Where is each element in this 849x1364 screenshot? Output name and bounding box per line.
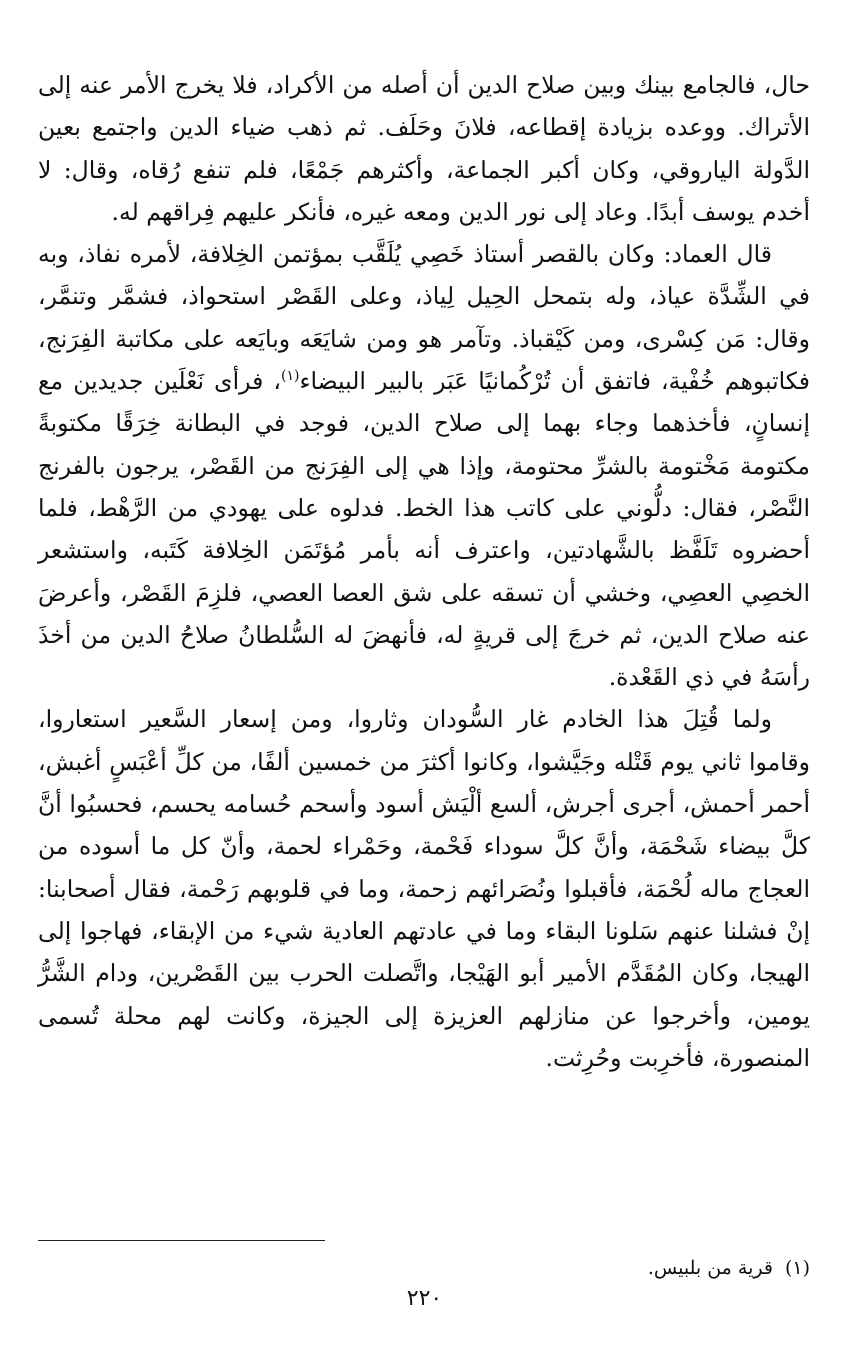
book-page [38, 64, 810, 1304]
footnote-divider [38, 1240, 325, 1241]
paragraph-3: ولما قُتِلَ هذا الخادم غار السُّودان وثاروا، ومن إسعار السَّعير استعاروا، وقاموا ثاني يوم قَتْله وجَيَّشوا، وكانوا أكثرَ من خمسين ألفًا، من كلِّ أعْبَسٍ أغبش، أحمر أحمش، أجرى أجرش، ألسع ألْيَش أسود وأسحم حُسامه يحسم، فحسبُوا أنَّ كلَّ بيضاء شَحْمَة، وأنَّ كلَّ سوداء فَحْمة، وحَمْراء لحمة، وأنّ كل ما أسوده من العجاج ماله لُحْمَة، فأقبلوا ونُصَرائهم زحمة، وما في قلوبهم رَحْمة، فقال أصحابنا: إنْ فشلنا عنهم سَلونا البقاء وما في عادتهم العادية شيء من الإبقاء، فهاجوا إلى الهيجا، وكان المُقَدَّم الأمير أبو الهَيْجا، واتَّصلت الحرب بين القَصْرين، ودام الشَّرُّ يومين، وأخرجوا عن منازلهم العزيزة إلى الجيزة، وكانت لهم محلة تُسمى المنصورة، فأخرِبت وحُرِثت. [38, 705, 810, 1072]
footnote-text: قرية من بلبيس. [647, 1257, 773, 1279]
paragraph-2-continuation: ، فرأى نَعْلَين جديدين مع إنسانٍ، فأخذهما وجاء بهما إلى صلاح الدين، فوجد في البطانة خِرَقًا مكتوبةً مكتومة مَخْتومة بالشرِّ محتومة، وإذا هي إلى الفِرَنج من القَصْر، يرجون بالفرنج النَّصْر، فقال: دلُّوني على كاتب هذا الخط. فدلوه على يهودي من الرَّهْط، فلما أحضروه تَلَفَّظ بالشَّهادتين، واعترف أنه بأمر مُؤتَمَن الخِلافة كَتَبه، واستشعر الخصِي العصِي، وخشي أن تسقه على شق العصا العصي، فلزِمَ القَصْر، وأعرضَ عنه صلاح الدين، ثم خرجَ إلى قريةٍ له، فأنهضَ له السُّلطانُ صلاحُ الدين من أخذَ رأسَهُ في ذي القَعْدة. [38, 367, 810, 692]
page-number: ٢٢٠ [406, 1286, 443, 1311]
footnote-marker[interactable]: (١) [281, 368, 300, 385]
main-text [38, 64, 810, 1079]
footnote-number: (١) [784, 1257, 810, 1279]
footnote [38, 1254, 810, 1282]
paragraph-2-text: قال العماد: وكان بالقصر أستاذ خَصِي يُلَقَّب بمؤتمن الخِلافة، لأمره نفاذ، وبه في الشِّدَّة عياذ، وله بتمحل الحِيل لِياذ، وعلى القَصْر استحواذ، فشمَّر وتنمَّر، وقال: مَن كِسْرى، ومن كَيْقباذ. وتآمر هو ومن شايَعَه وبايَعه على مكاتبة الفِرَنج، فكاتبوهم خُفْية، فاتفق أن تُرْكُمانيًا عَبَر بالبير البيضاء [38, 240, 810, 396]
paragraph-1: حال، فالجامع بينك وبين صلاح الدين أن أصله من الأكراد، فلا يخرج الأمر عنه إلى الأتراك. ووعده بزيادة إقطاعه، فلانَ وحَلَف. ثم ذهب ضياء الدين واجتمع بعين الدَّولة الياروقي، وكان أكبر الجماعة، وأكثرهم جَمْعًا، فلم تنفع رُقاه، وقال: لا أخدم يوسف أبدًا. وعاد إلى نور الدين ومعه غيره، فأنكر عليهم فِراقهم له. [38, 71, 810, 226]
paragraph-2 [38, 233, 810, 698]
